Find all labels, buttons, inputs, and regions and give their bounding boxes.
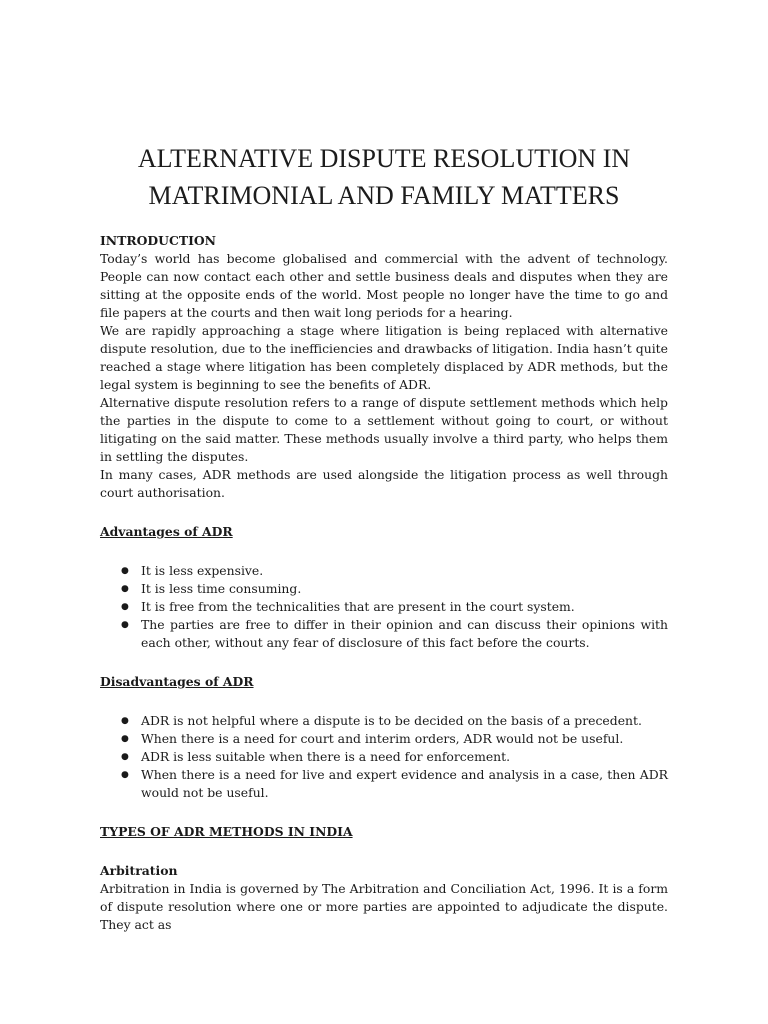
arbitration-body xyxy=(100,880,668,934)
list-item xyxy=(100,598,668,616)
list-item xyxy=(100,562,668,580)
bullet-icon: ● xyxy=(121,734,129,744)
bullet-icon: ● xyxy=(121,620,129,630)
list-item xyxy=(100,766,668,802)
types-heading: TYPES OF ADR METHODS IN INDIA xyxy=(100,824,353,839)
intro-paragraph-1: Today’s world has become globalised and commercial with the advent of technology. People can now contact each other and settle business deals and disputes when they are sitting at the opposite ends of the world. Most people no longer have the time to go and file papers at the courts and then wait long periods for a hearing. xyxy=(100,251,668,320)
bullet-icon: ● xyxy=(121,752,129,762)
list-item xyxy=(100,616,668,652)
arbitration-heading: Arbitration xyxy=(100,863,178,878)
title-line-1: ALTERNATIVE DISPUTE RESOLUTION IN xyxy=(137,144,631,173)
disadvantage-text: ADR is not helpful where a dispute is to be decided on the basis of a precedent. xyxy=(141,713,642,728)
list-item xyxy=(100,712,668,730)
bullet-icon: ● xyxy=(121,602,129,612)
intro-paragraph-4: In many cases, ADR methods are used alongside the litigation process as well through court authorisation. xyxy=(100,467,668,500)
intro-paragraph-2: We are rapidly approaching a stage where litigation is being replaced with alternative dispute resolution, due to the inefficiencies and drawbacks of litigation. India hasn’t quite reached a stage where litigation has been completely displaced by ADR methods, but the legal system is beginning to see the benefits of ADR. xyxy=(100,323,668,392)
document-page xyxy=(100,140,668,934)
disadvantages-list xyxy=(100,712,668,802)
title-line-2: MATRIMONIAL AND FAMILY MATTERS xyxy=(148,181,620,210)
advantages-heading: Advantages of ADR xyxy=(100,524,233,539)
list-item xyxy=(100,748,668,766)
list-item xyxy=(100,580,668,598)
introduction-heading: INTRODUCTION xyxy=(100,233,216,248)
disadvantages-heading: Disadvantages of ADR xyxy=(100,674,254,689)
advantages-list xyxy=(100,562,668,652)
intro-paragraph-3: Alternative dispute resolution refers to a range of dispute settlement methods which help the parties in the dispute to come to a settlement without going to court, or without litigating on the said matter. These methods usually involve a third party, who helps them in settling the disputes. xyxy=(100,395,668,464)
document-title xyxy=(100,140,668,214)
advantage-text: It is less time consuming. xyxy=(141,581,302,596)
advantage-text: It is free from the technicalities that are present in the court system. xyxy=(141,599,575,614)
disadvantage-text: When there is a need for court and interim orders, ADR would not be useful. xyxy=(141,731,624,746)
disadvantage-text: ADR is less suitable when there is a need for enforcement. xyxy=(141,749,511,764)
advantage-text: The parties are free to differ in their opinion and can discuss their opinions with each other, without any fear of disclosure of this fact before the courts. xyxy=(141,617,668,650)
disadvantage-text: When there is a need for live and expert evidence and analysis in a case, then ADR would not be useful. xyxy=(141,767,668,800)
list-item xyxy=(100,730,668,748)
bullet-icon: ● xyxy=(121,770,129,780)
bullet-icon: ● xyxy=(121,584,129,594)
introduction-body xyxy=(100,250,668,502)
bullet-icon: ● xyxy=(121,566,129,576)
bullet-icon: ● xyxy=(121,716,129,726)
arbitration-paragraph: Arbitration in India is governed by The Arbitration and Conciliation Act, 1996. It is a form of dispute resolution where one or more parties are appointed to adjudicate the dispute. They act as xyxy=(100,881,668,932)
advantage-text: It is less expensive. xyxy=(141,563,264,578)
